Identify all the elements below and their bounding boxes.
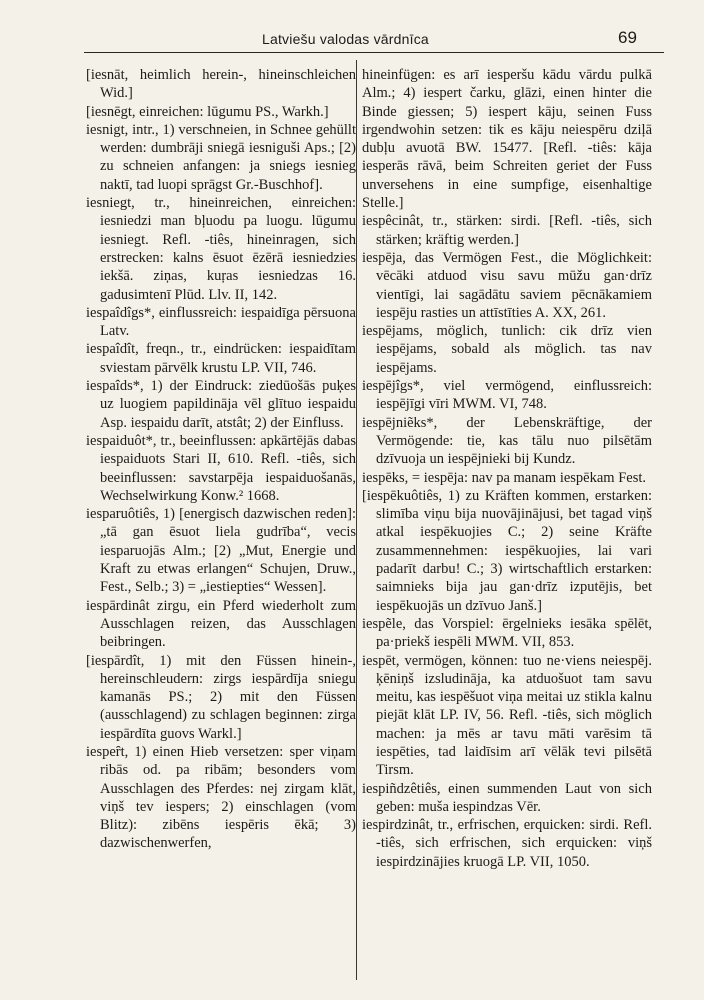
dictionary-entry: iespaîdît, freqn., tr., eindrücken: iespaidītam sviestam pārvēlk krustu LP. VII, 746.: [86, 341, 356, 376]
right-column: [362, 66, 652, 871]
dictionary-entry: iespēt, vermögen, können: tuo ne·viens neiespēj. ķēniņš izsludināja, ka atduošuot tam savu meitu, kas iespēšuot viņa meitai uz stikla kalnu piejāt klāt LP. IV, 56. Refl. -tiês, sich möglich machen: ja mēs ar tavu māti varēsim tā iespēties, tad laidīsim arī vēlāk tevi pilsētā Tirsm.: [362, 652, 652, 779]
dictionary-entry: iesnigt, intr., 1) verschneien, in Schnee gehüllt werden: dumbrāji sniegā iesniguši Aps.; [2) zu schneien anfangen: ja sniegs iesnieg naktī, tad luopi sprāgst Gr.-Buschhof].: [86, 121, 356, 193]
dictionary-entry: iespirdzinât, tr., erfrischen, erquicken: sirdi. Refl. -tiês, sich erfrischen, sich erquicken: viņš iespirdzinājies kruogā LP. VII, 1050.: [362, 817, 652, 870]
dictionary-entry: iespējams, möglich, tunlich: cik drīz vien iespējams, sobald als möglich. tas nav iespējams.: [362, 323, 652, 376]
header-rule: [84, 52, 664, 53]
dictionary-entry: [iesnāt, heimlich herein-, hineinschleichen Wid.]: [86, 67, 356, 102]
dictionary-entry: iesparuôtiês, 1) [energisch dazwischen reden]: „tā gan ēsuot liela gudrība“, vecis iesparuojās Alm.; [2) „Mut, Energie und Kraft zu etwas erlangen“ Schujen, Druw., Fest., Selb.; 3) = „iestiepties“ Wessen].: [86, 506, 356, 596]
left-column: [86, 66, 356, 853]
running-title: Latviešu valodas vārdnīca: [262, 31, 429, 47]
dictionary-entry: iespārdinât zirgu, ein Pferd wiederholt zum Ausschlagen reizen, das Ausschlagen beibringen.: [86, 597, 356, 651]
dictionary-entry: iespējniẽks*, der Lebenskräftige, der Vermögende: tie, kas tālu nuo pilsētām dzīvuoja un iespējnieki bij Kundz.: [362, 414, 652, 468]
dictionary-entry: [iesnēgt, einreichen: lūgumu PS., Warkh.]: [86, 103, 329, 120]
dictionary-entry: iespẽle, das Vorspiel: ērgelnieks iesāka spēlēt, pa·priekš iespēli MWM. VII, 853.: [362, 615, 652, 651]
dictionary-entry: iespaiduôt*, tr., beeinflussen: apkārtējās dabas iespaiduots Stari II, 610. Refl. -tiês, sich beeinflussen: savstarpēja iespaiduošanās, Wechselwirkung Konw.² 1668.: [86, 432, 356, 504]
dictionary-entry: iesniegt, tr., hineinreichen, einreichen: iesniedzi man bļuodu pa luogu. lūgumu iesniegt. Refl. -tiês, hineinragen, sich erstrecken: kalns ēsuot ēzērā iesniedzies iekšā. ziņas, kuŗas iesniedzas 16. gadusimtenī Plūd. Llv. II, 142.: [86, 195, 356, 303]
column-divider: [356, 60, 357, 980]
dictionary-entry-continued: hineinfügen: es arī iesperšu kādu vārdu pulkā Alm.; 4) iespert čarku, glāzi, einen hinter die Binde giessen; 5) iespert kāju, seinen Fuss irgendwohin setzen: tik es kāju neiespēru dziļā dubļu avuotā BW. 15477. [Refl. -tiês: kāja iesperās rāvā, beim Schreiten geriet der Fuss unversehens in eine sumpfige, eisenhaltige Stelle.]: [362, 67, 652, 212]
dictionary-entry: iespêcinât, tr., stärken: sirdi. [Refl. -tiês, sich stärken; kräftig werden.]: [362, 213, 652, 248]
dictionary-entry: iespaîds*, 1) der Eindruck: ziedūošās puķes uz luogiem papildināja vēl glītuo iespaidu Asp. iespaidu darīt, atstât; 2) der Einfluss.: [86, 378, 356, 431]
running-head: [0, 28, 704, 50]
dictionary-entry: iespaîdîgs*, einflussreich: iespaidīga pērsuona Latv.: [86, 304, 356, 340]
dictionary-entry: iespiñdzêtiês, einen summenden Laut von sich geben: muša iespindzas Vēr.: [362, 780, 652, 815]
dictionary-entry: [iespārdît, 1) mit den Füssen hinein-, hereinschleudern: zirgs iespārdīja sniegu kamanās PS.; 2) mit den Füssen (ausschlagend) zu schlagen beginnen: zirga iespārdīta guovs Warkl.]: [86, 652, 356, 742]
dictionary-entry: iespeȓt, 1) einen Hieb versetzen: sper viņam ribās od. pa ribām; besonders vom Ausschlagen des Pferdes: nej zirgam klāt, viņš tev iespers; 2) einschlagen (vom Blitz): zibēns iespēris ēkā; 3) dazwischenwerfen,: [86, 743, 356, 852]
dictionary-entry: iespējîgs*, viel vermögend, einflussreich: iespējīgi vīri MWM. VI, 748.: [362, 378, 652, 413]
dictionary-entry: iespēks, = iespēja: nav pa manam iespēkam Fest.: [362, 469, 647, 486]
page-number: 69: [618, 28, 637, 47]
dictionary-entry: iespēja, das Vermögen Fest., die Möglichkeit: vēcāki atduod visu savu mūžu gan·drīz vientīgi, lai sagādātu saviem pēcnākamiem iespēju rasties un attīstīties A. XX, 261.: [362, 249, 652, 321]
dictionary-entry: [iespēkuôtiês, 1) zu Kräften kommen, erstarken: slimība viņu bija nuovājinājusi, bet tagad viņš atkal iespēkuojies C.; 2) seine Kräfte zusammennehmen: iespēkuojies, lai vari padarīt darbu! C.; 3) wirtschaftlich erstarken: saimnieks bija jau gan·drīz izputējis, bet iespēkuojās un dzīvuo Janš.]: [362, 487, 652, 614]
